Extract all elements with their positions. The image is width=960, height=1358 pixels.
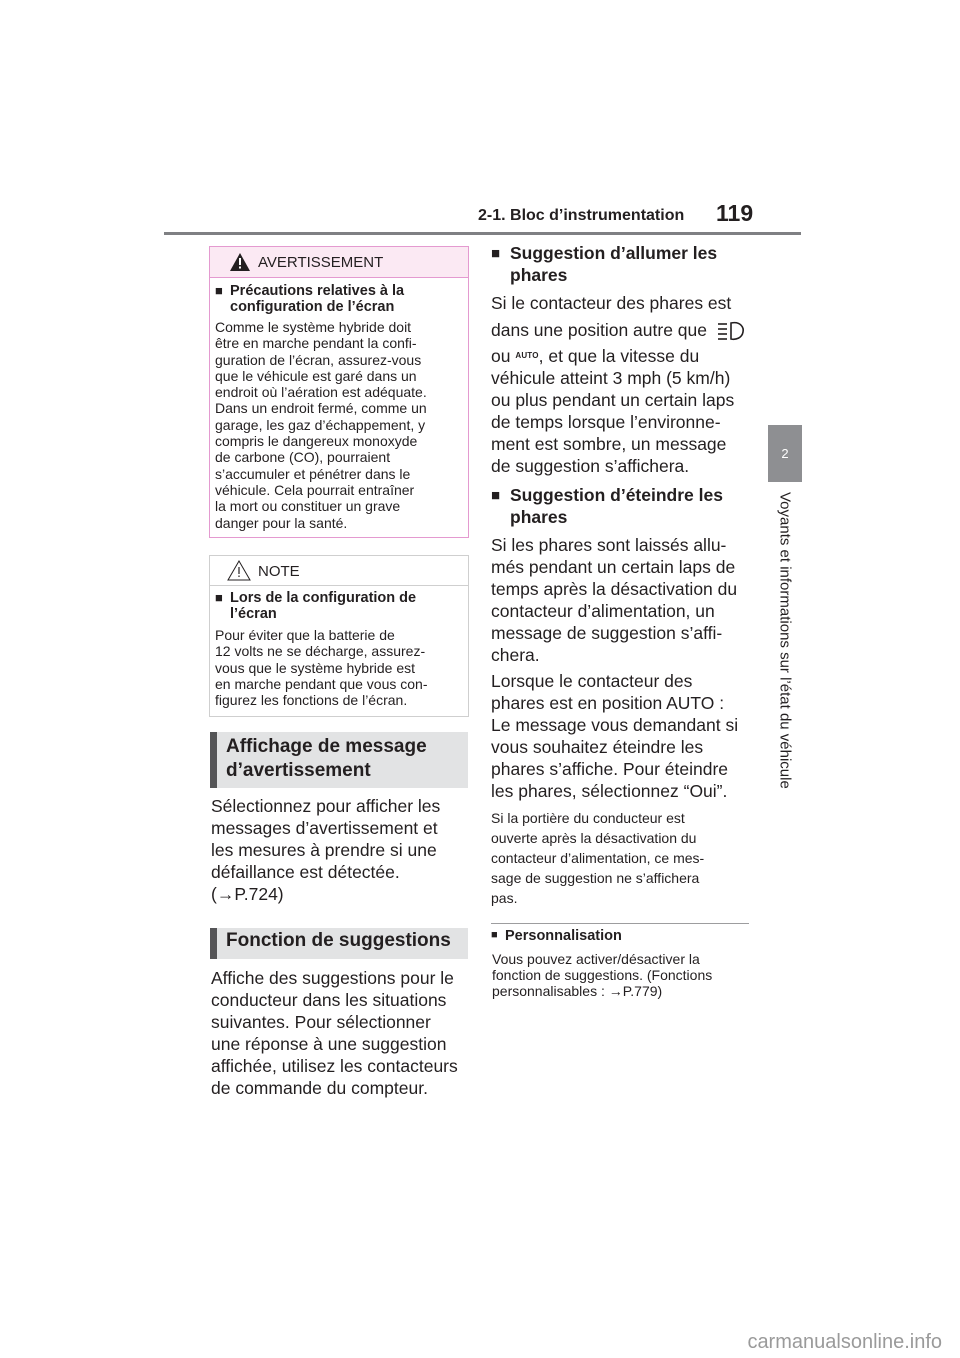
warning-box xyxy=(209,246,469,538)
warning-line: s’accumuler et pénétrer dans le xyxy=(215,465,411,482)
warning-triangle-icon xyxy=(230,253,250,271)
warning-line: Comme le système hybride doit xyxy=(215,319,412,335)
section2-body xyxy=(211,967,471,1099)
subheading-line: phares xyxy=(510,507,568,527)
warning-line: endroit où l’aération est adéquate. xyxy=(215,384,427,401)
note-subtitle-line: l’écran xyxy=(230,606,277,622)
body-line: une réponse à une suggestion xyxy=(211,1034,447,1054)
note-line: Pour éviter que la batterie de xyxy=(215,627,395,643)
subheading-lights-off xyxy=(491,484,723,528)
section-heading-warning-messages xyxy=(210,732,468,788)
warning-subtitle xyxy=(215,283,404,315)
body-line: chera. xyxy=(491,645,540,665)
body-line: les phares, sélectionnez “Oui”. xyxy=(491,781,728,801)
square-bullet-icon: ■ xyxy=(491,245,501,262)
body-line: phares s’affiche. Pour éteindre xyxy=(491,759,729,779)
body-line: de commande du compteur. xyxy=(211,1078,428,1098)
warning-line: de carbone (CO), pourraient xyxy=(215,449,391,466)
chapter-title-text: Voyants et informations sur l’état du véhicule xyxy=(776,492,794,789)
warning-header xyxy=(210,247,468,278)
note-box xyxy=(209,555,469,717)
body-line: véhicule atteint 3 mph (5 km/h) xyxy=(491,368,731,389)
subheading-line: Suggestion d’allumer les xyxy=(510,243,718,263)
section-heading-line: Affichage de message xyxy=(226,736,427,757)
note-subtitle xyxy=(215,590,416,622)
body-line xyxy=(491,345,753,367)
page-reference-link[interactable]: (→P.724) xyxy=(211,884,284,904)
warning-line: guration de l’écran, assurez-vous xyxy=(215,351,422,368)
chapter-tab xyxy=(768,425,802,482)
body-line: conducteur dans les situations xyxy=(211,990,447,1010)
body-line: de suggestion s’affichera. xyxy=(491,456,690,477)
body-line: Lorsque le contacteur des xyxy=(491,671,693,691)
square-bullet-icon: ■ xyxy=(491,487,501,504)
chapter-number: 2 xyxy=(781,446,789,461)
small-line: fonction de suggestions. (Fonctions xyxy=(492,967,713,983)
watermark: carmanualsonline.info xyxy=(747,1331,942,1353)
small-line: sage de suggestion ne s’affichera xyxy=(491,870,700,886)
body-line: més pendant un certain laps de xyxy=(491,557,736,577)
warning-line: compris le dangereux monoxyde xyxy=(215,433,418,450)
body-line: vous souhaitez éteindre les xyxy=(491,737,704,757)
note-body xyxy=(215,627,465,708)
small-line: contacteur d’alimentation, ce mes- xyxy=(491,850,705,866)
body-line-text: ou xyxy=(491,346,511,367)
body-line: ou plus pendant un certain laps xyxy=(491,390,735,411)
body-line: Affiche des suggestions pour le xyxy=(211,968,454,988)
page-reference-link[interactable]: personnalisables : →P.779) xyxy=(492,983,663,999)
body-line: ment est sombre, un message xyxy=(491,434,727,455)
body-line: Si le contacteur des phares est xyxy=(491,293,732,313)
body-line: suivantes. Pour sélectionner xyxy=(211,1012,431,1032)
caution-triangle-icon xyxy=(227,560,251,581)
customization-title: Personnalisation xyxy=(505,928,622,944)
section-divider xyxy=(491,923,749,924)
header-rule xyxy=(164,232,801,235)
body-line: les mesures à prendre si une xyxy=(211,840,437,860)
subheading-line: Suggestion d’éteindre les xyxy=(510,485,723,505)
section-heading-suggestions: Fonction de suggestions xyxy=(210,928,468,959)
chapter-title xyxy=(768,492,802,832)
warning-line: véhicule. Cela pourrait entraîner xyxy=(215,481,415,498)
subheading-line: phares xyxy=(510,265,568,285)
small-line: Vous pouvez activer/désactiver la xyxy=(492,951,700,967)
body-line: défaillance est détectée. xyxy=(211,862,400,882)
section1-body xyxy=(211,795,471,905)
warning-line: garage, les gaz d’échappement, y xyxy=(215,416,426,433)
door-open-note xyxy=(491,808,753,908)
customization-body xyxy=(492,951,754,999)
small-line: ouverte après la désactivation du xyxy=(491,830,697,846)
small-line: pas. xyxy=(491,890,518,906)
body-line: phares est en position AUTO : xyxy=(491,693,725,713)
body-line xyxy=(491,319,753,342)
square-bullet-icon: ■ xyxy=(491,929,498,941)
square-bullet-icon: ■ xyxy=(215,590,223,605)
body-line: temps après la désactivation du xyxy=(491,579,738,599)
note-line: 12 volts ne se décharge, assurez- xyxy=(215,643,426,660)
subheading-lights-on xyxy=(491,242,717,286)
warning-line: que le véhicule est garé dans un xyxy=(215,367,417,384)
body-line: message de suggestion s’affi- xyxy=(491,623,723,643)
header-title: 2-1. Bloc d’instrumentation xyxy=(478,207,685,224)
body-line: affichée, utilisez les contacteurs xyxy=(211,1056,458,1076)
page-number: 119 xyxy=(716,200,754,226)
body-line-text: dans une position autre que xyxy=(491,320,707,340)
small-line: Si la portière du conducteur est xyxy=(491,810,685,826)
body-line: Le message vous demandant si xyxy=(491,715,739,735)
note-line: en marche pendant que vous con- xyxy=(215,675,428,692)
note-subtitle-line: Lors de la configuration de xyxy=(230,590,417,606)
warning-label: AVERTISSEMENT xyxy=(258,254,384,271)
body-line: messages d’avertissement et xyxy=(211,818,438,838)
lights-on-paragraph xyxy=(491,292,753,477)
body-line: Si les phares sont laissés allu- xyxy=(491,535,727,555)
body-line: de temps lorsque l’environne- xyxy=(491,412,721,433)
warning-subtitle-line: configuration de l’écran xyxy=(230,299,395,315)
warning-subtitle-line: Précautions relatives à la xyxy=(230,283,405,299)
auto-position-paragraph xyxy=(491,670,753,802)
auto-light-icon: AUTO xyxy=(515,351,539,361)
warning-body xyxy=(215,319,465,531)
body-line: contacteur d’alimentation, un xyxy=(491,601,715,621)
section-heading-line: d’avertissement xyxy=(226,760,371,781)
square-bullet-icon: ■ xyxy=(215,283,223,298)
note-line: figurez les fonctions de l’écran. xyxy=(215,692,408,709)
note-line: vous que le système hybride est xyxy=(215,659,415,676)
note-header xyxy=(210,556,468,586)
warning-line: être en marche pendant la confi- xyxy=(215,335,417,352)
warning-line: danger pour la santé. xyxy=(215,514,348,531)
note-label: NOTE xyxy=(258,563,300,580)
warning-line: la mort ou constituer un grave xyxy=(215,498,401,515)
lights-off-paragraph xyxy=(491,534,753,666)
headlight-icon xyxy=(716,320,746,342)
warning-line: Dans un endroit fermé, comme un xyxy=(215,400,427,417)
body-line: Sélectionnez pour afficher les xyxy=(211,796,441,816)
customization-heading xyxy=(491,928,622,944)
body-line-text: , et que la vitesse du xyxy=(538,346,700,367)
